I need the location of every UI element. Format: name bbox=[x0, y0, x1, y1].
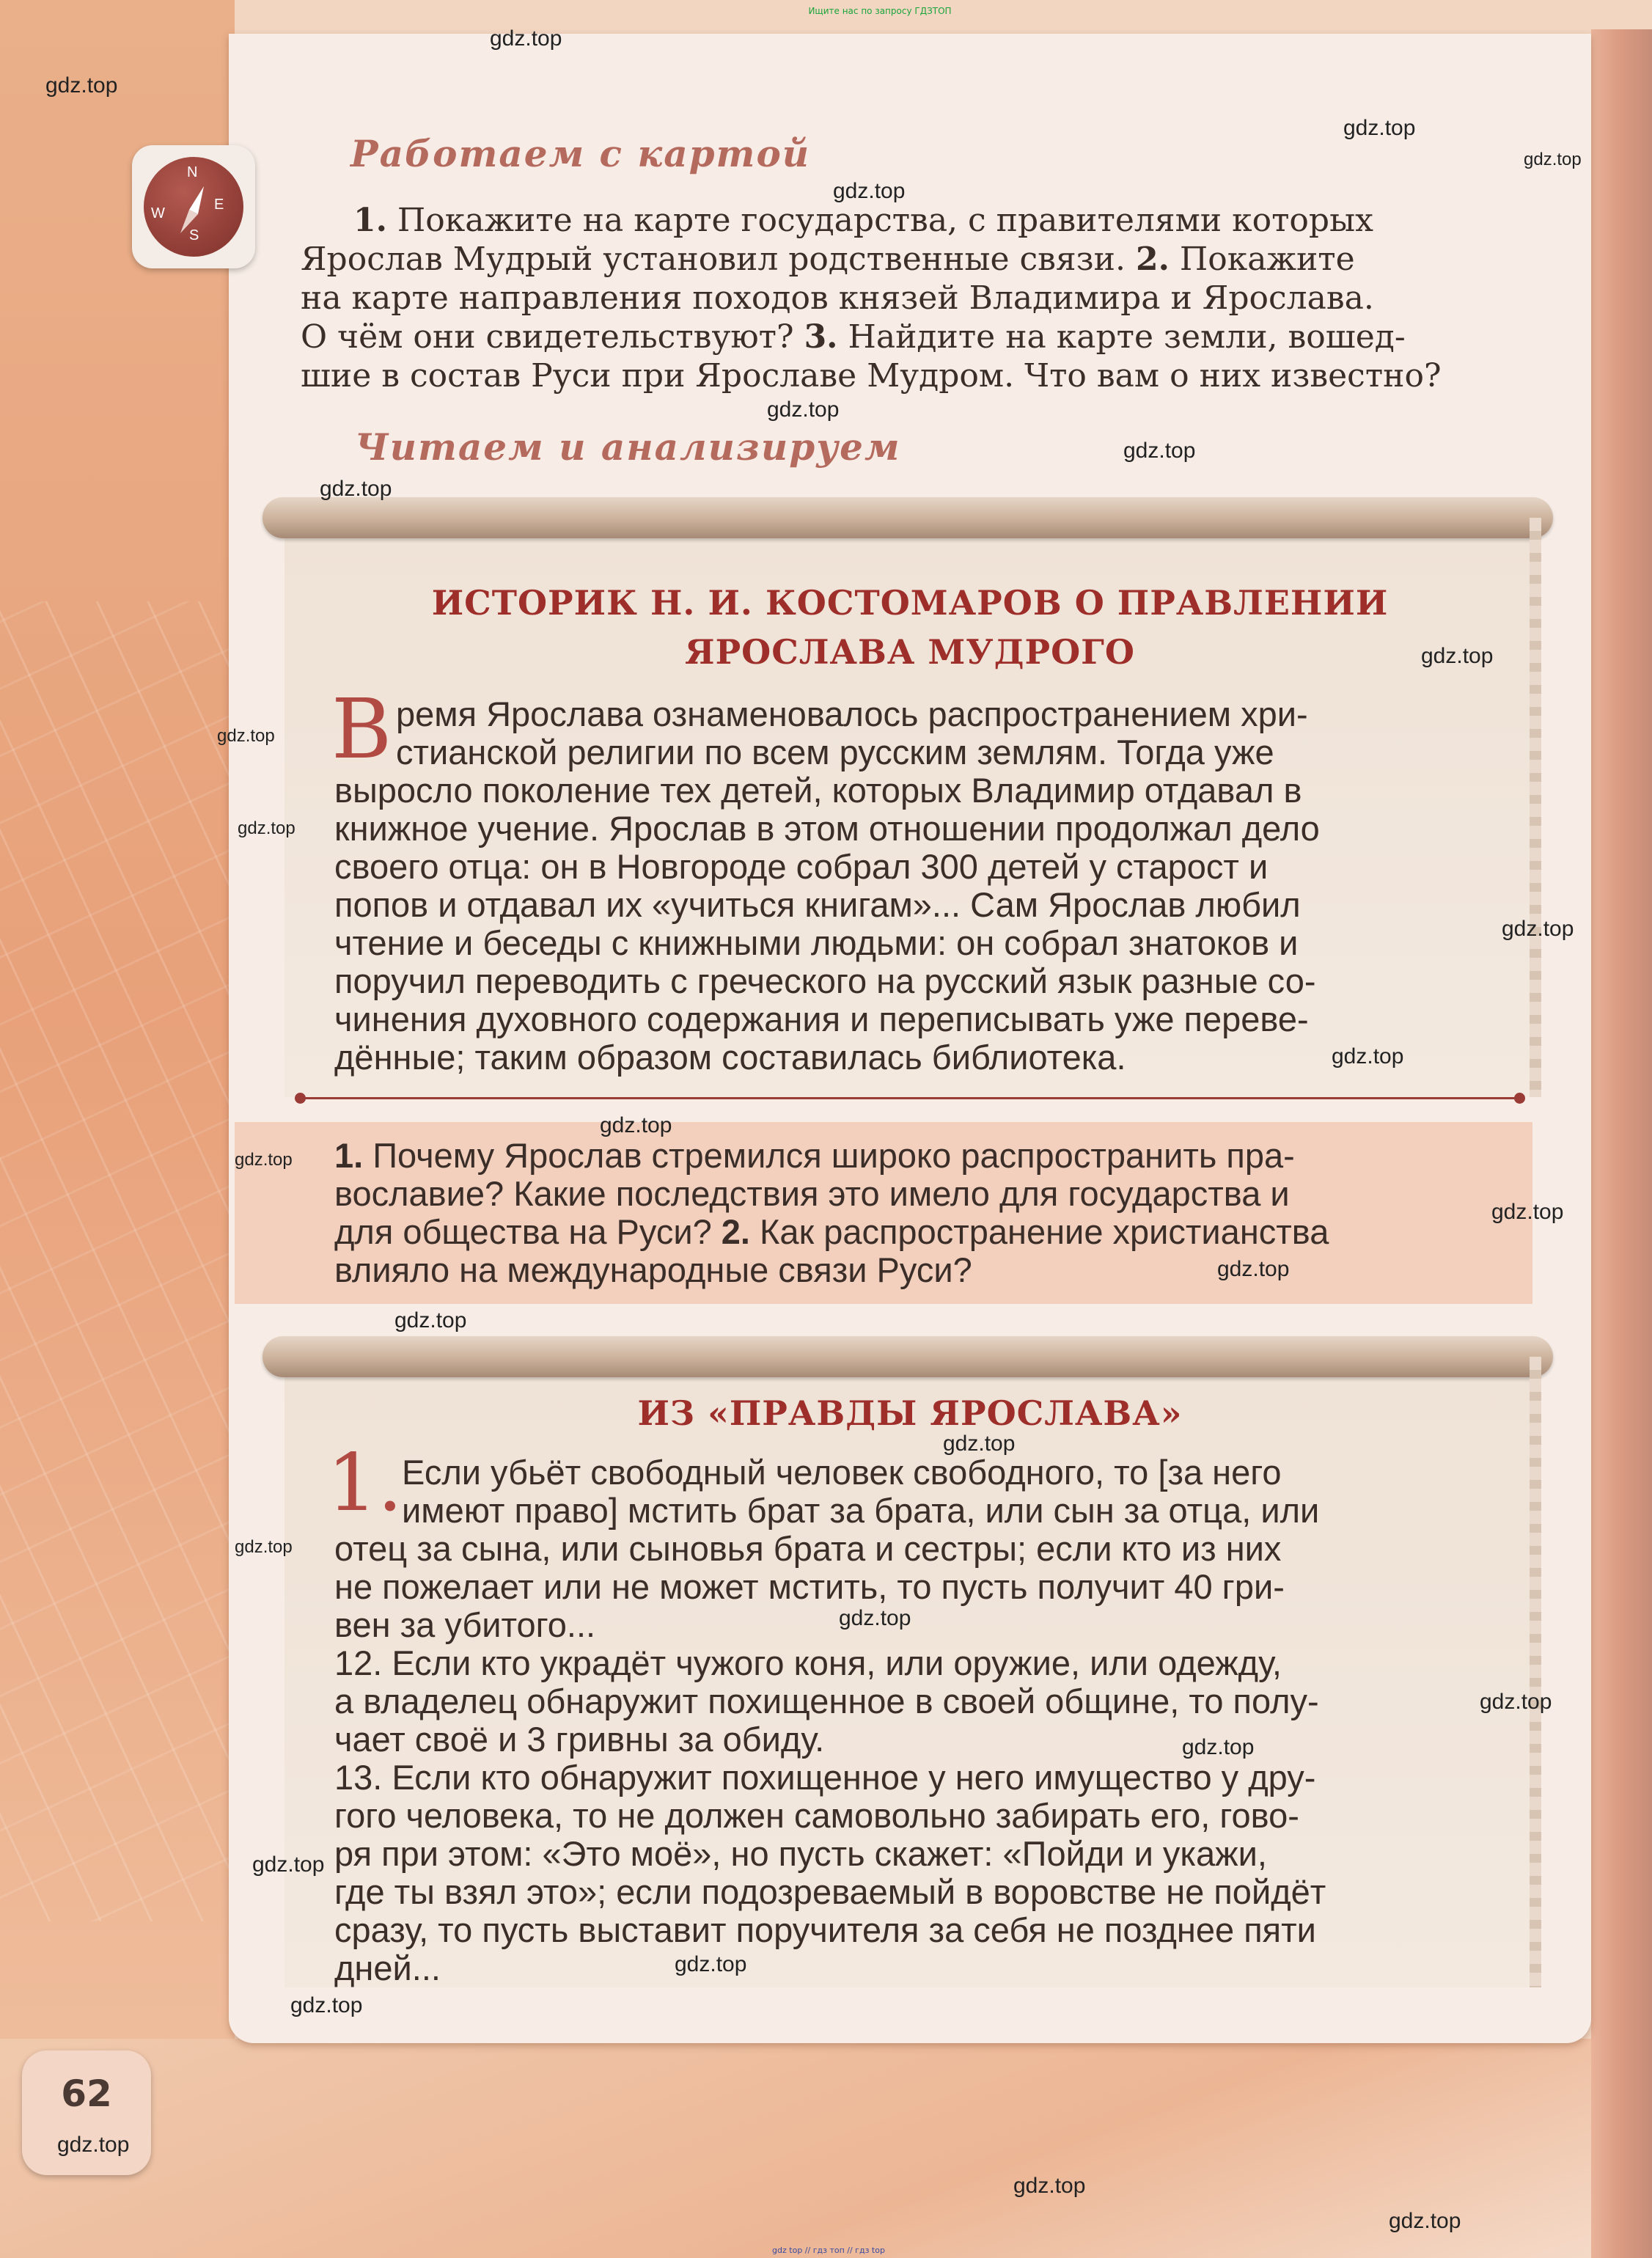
divider bbox=[298, 1097, 1522, 1099]
task-num-2: 2. bbox=[1135, 241, 1170, 278]
doc2-line: чает своё и 3 гривны за обиду. bbox=[334, 1720, 825, 1759]
watermark: gdz.top bbox=[767, 397, 840, 422]
doc2-line: 12. Если кто украдёт чужого коня, или оружие, или одежду, bbox=[334, 1643, 1282, 1682]
doc1-title-line1: ИСТОРИК Н. И. КОСТОМАРОВ О ПРАВЛЕНИИ bbox=[431, 583, 1389, 623]
page-number: 62 bbox=[61, 2072, 112, 2115]
doc2-line: имеют право] мстить брат за брата, или сын за отца, или bbox=[402, 1491, 1320, 1530]
doc1-dropcap: В bbox=[331, 682, 392, 777]
watermark: gdz.top bbox=[490, 26, 562, 51]
doc1-line: дённые; таким образом составилась библиотека. bbox=[334, 1038, 1126, 1077]
watermark: gdz.top bbox=[252, 1852, 325, 1877]
doc2-line: сразу, то пусть выставит поручителя за себя не позднее пяти bbox=[334, 1910, 1316, 1949]
compass-w: W bbox=[151, 205, 165, 221]
watermark: gdz.top bbox=[1502, 917, 1574, 941]
question-line-4: влияло на международные связи Руси? bbox=[334, 1250, 972, 1289]
watermark: gdz.top bbox=[235, 1150, 293, 1170]
page-edge bbox=[1591, 29, 1652, 2258]
task-line-2: Ярослав Мудрый установил родственные связи. 2. Покажите bbox=[301, 241, 1355, 278]
doc1-line: стианской религии по всем русским землям. Тогда уже bbox=[396, 733, 1274, 771]
compass-icon bbox=[132, 145, 255, 268]
question-line-2: вославие? Какие последствия это имело для государства и bbox=[334, 1174, 1290, 1213]
doc2-line: а владелец обнаружит похищенное в своей общине, то полу- bbox=[334, 1682, 1319, 1720]
doc2-line: отец за сына, или сыновья брата и сестры; если кто из них bbox=[334, 1529, 1282, 1568]
watermark: gdz.top bbox=[320, 477, 392, 501]
task-num-1: 1. bbox=[353, 202, 387, 239]
compass-s: S bbox=[189, 227, 199, 243]
watermark: gdz.top bbox=[1013, 2174, 1086, 2198]
watermark: gdz.top bbox=[57, 2133, 130, 2157]
compass-n: N bbox=[187, 164, 198, 180]
question-line-1: 1. Почему Ярослав стремился широко распространить пра- bbox=[334, 1136, 1295, 1175]
watermark: gdz.top bbox=[1480, 1690, 1552, 1714]
doc2-line: не пожелает или не может мстить, то пусть получит 40 гри- bbox=[334, 1567, 1285, 1606]
footer-note: gdz top // гдз топ // гдз top bbox=[772, 2246, 885, 2255]
watermark: gdz.top bbox=[217, 726, 275, 746]
watermark: gdz.top bbox=[290, 1993, 363, 2017]
watermark: gdz.top bbox=[238, 818, 295, 838]
doc2-line: Если убьёт свободный человек свободного, то [за него bbox=[402, 1453, 1282, 1492]
section-heading-map: Работаем с картой bbox=[350, 132, 811, 175]
doc2-line: гого человека, то не должен самовольно забирать его, гово- bbox=[334, 1796, 1299, 1835]
watermark: gdz.top bbox=[1524, 150, 1582, 169]
watermark: gdz.top bbox=[1217, 1257, 1290, 1281]
doc1-line: своего отца: он в Новгороде собрал 300 детей у старост и bbox=[334, 847, 1269, 886]
doc1-line: чинения духовного содержания и переписывать уже переве- bbox=[334, 1000, 1309, 1038]
top-note: Ищите нас по запросу ГДЗТОП bbox=[808, 6, 952, 16]
task-line-3: на карте направления походов князей Владимира и Ярослава. bbox=[301, 279, 1374, 317]
section-heading-read: Читаем и анализируем bbox=[355, 425, 901, 469]
doc1-line: поручил переводить с греческого на русский язык разные со- bbox=[334, 961, 1316, 1000]
watermark: gdz.top bbox=[600, 1113, 672, 1137]
doc1-line: ремя Ярослава ознаменовалось распространением хри- bbox=[396, 694, 1308, 733]
watermark: gdz.top bbox=[1343, 116, 1416, 140]
doc2-line: вен за убитого... bbox=[334, 1605, 596, 1644]
doc2-line: дней... bbox=[334, 1949, 441, 1987]
watermark: gdz.top bbox=[45, 73, 118, 98]
task-line-4: О чём они свидетельствуют? 3. Найдите на карте земли, вошед- bbox=[301, 318, 1406, 356]
task-num-3: 3. bbox=[804, 318, 838, 356]
doc2-line: ря при этом: «Это моё», но пусть скажет: «Пойди и укажи, bbox=[334, 1834, 1267, 1873]
watermark: gdz.top bbox=[675, 1952, 747, 1976]
doc1-line: чтение и беседы с книжными людьми: он собрал знатоков и bbox=[334, 923, 1299, 962]
doc1-line: попов и отдавал их «учиться книгам»... Сам Ярослав любил bbox=[334, 885, 1301, 924]
fortress-sketch bbox=[0, 601, 235, 1921]
doc1-line: книжное учение. Ярослав в этом отношении продолжал дело bbox=[334, 809, 1320, 848]
watermark: gdz.top bbox=[1332, 1044, 1404, 1068]
watermark: gdz.top bbox=[1123, 439, 1196, 463]
task-line-5: шие в состав Руси при Ярославе Мудром. Что вам о них известно? bbox=[301, 357, 1442, 395]
watermark: gdz.top bbox=[394, 1308, 467, 1333]
doc2-dropcap: 1. bbox=[327, 1437, 403, 1529]
watermark: gdz.top bbox=[1421, 644, 1494, 668]
doc2-line: где ты взял это»; если подозреваемый в воровстве не пойдёт bbox=[334, 1872, 1326, 1911]
watermark: gdz.top bbox=[1491, 1200, 1564, 1224]
watermark: gdz.top bbox=[943, 1432, 1016, 1456]
left-decorative-band bbox=[0, 0, 235, 2258]
watermark: gdz.top bbox=[833, 179, 906, 203]
question-line-3: для общества на Руси? 2. Как распространение христианства bbox=[334, 1212, 1329, 1251]
doc1-line: выросло поколение тех детей, которых Владимир отдавал в bbox=[334, 771, 1302, 810]
watermark: gdz.top bbox=[1389, 2209, 1461, 2233]
watermark: gdz.top bbox=[1182, 1735, 1255, 1759]
doc2-title: ИЗ «ПРАВДЫ ЯРОСЛАВА» bbox=[637, 1393, 1183, 1433]
doc1-title-line2: ЯРОСЛАВА МУДРОГО bbox=[685, 632, 1135, 672]
compass-e: E bbox=[214, 197, 224, 213]
watermark: gdz.top bbox=[839, 1606, 911, 1630]
doc2-line: 13. Если кто обнаружит похищенное у него имущество у дру- bbox=[334, 1758, 1316, 1797]
task-line-1: 1. Покажите на карте государства, с правителями которых bbox=[353, 202, 1373, 239]
watermark: gdz.top bbox=[235, 1537, 293, 1557]
